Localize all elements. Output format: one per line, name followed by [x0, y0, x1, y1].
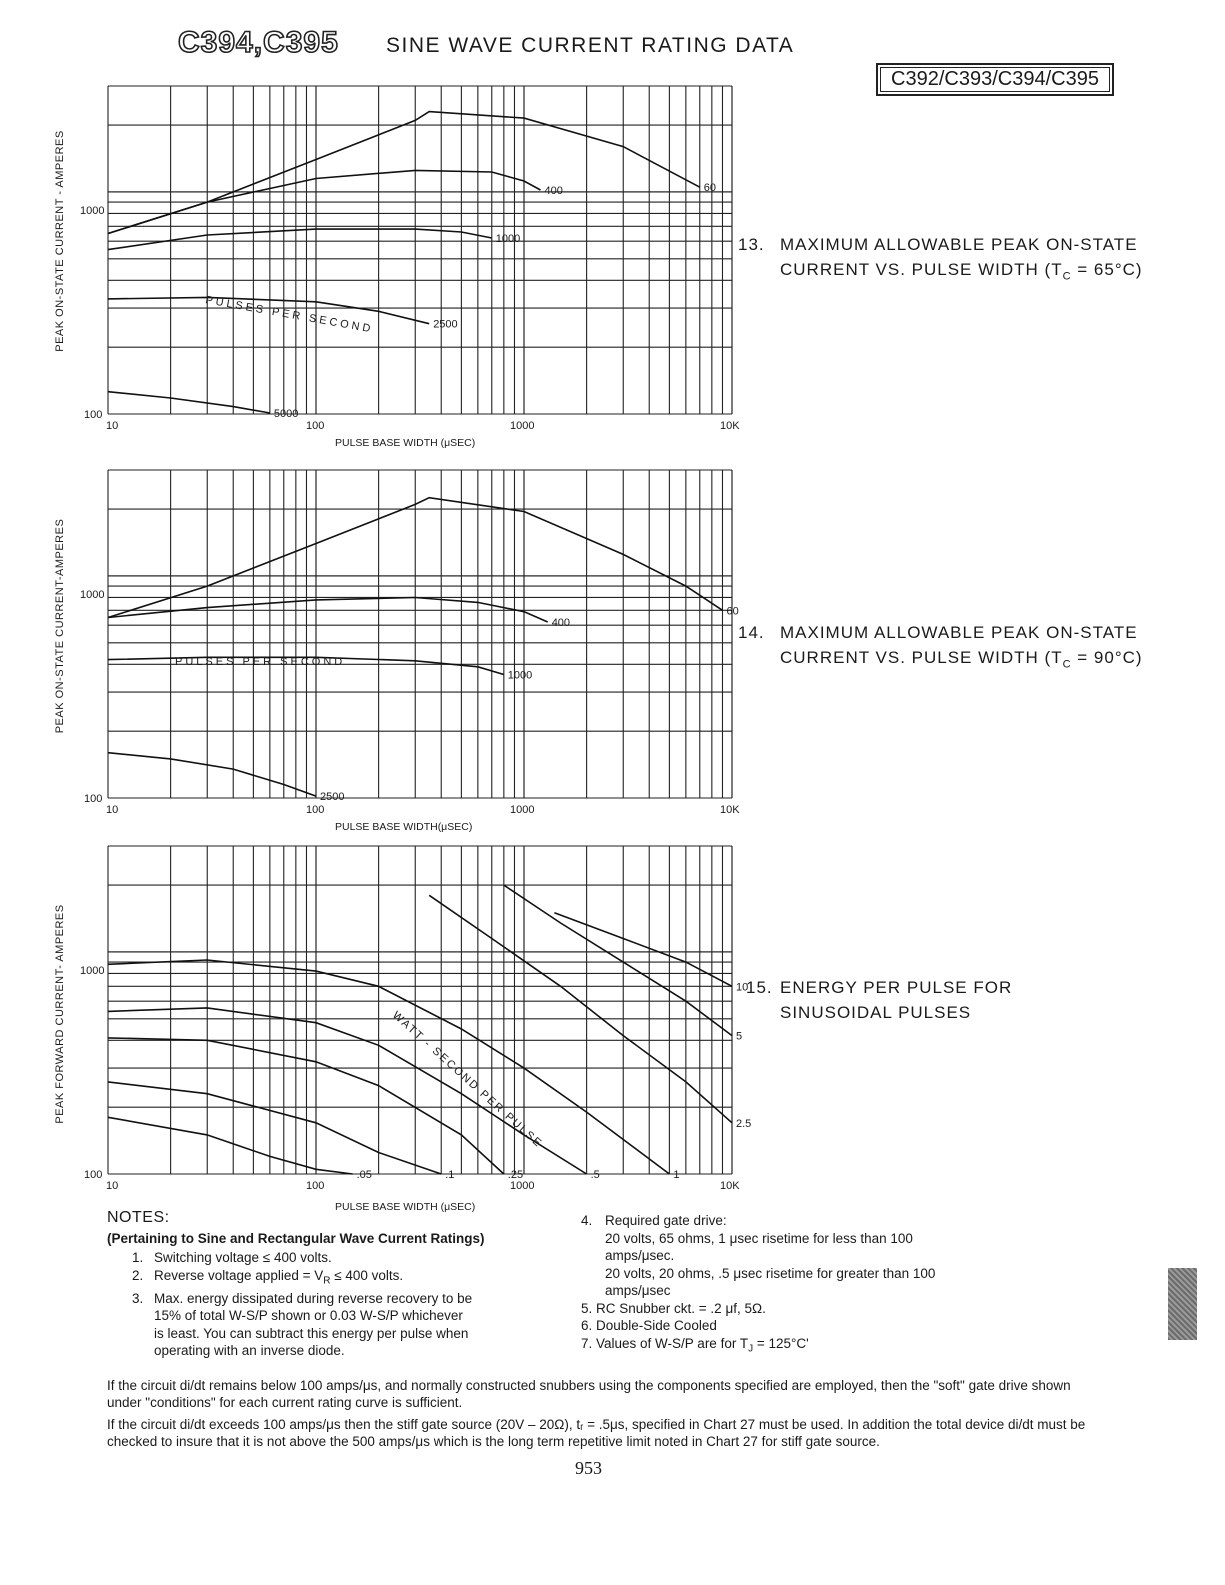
notes-heading: NOTES:: [107, 1209, 170, 1226]
note-3-text: Max. energy dissipated during reverse recovery to be: [154, 1290, 473, 1306]
page-title: SINE WAVE CURRENT RATING DATA: [386, 34, 795, 57]
chart-14-caption: [738, 620, 1143, 677]
chart-14-caption-line-1: MAXIMUM ALLOWABLE PEAK ON-STATE: [780, 623, 1138, 642]
chart-15-series-1: [108, 960, 669, 1174]
chart-14-series-400: [108, 598, 548, 623]
chart-15-series-5: [504, 885, 732, 1036]
chart-15-series-label-10: 10: [736, 981, 749, 994]
note-4-line-2: 20 volts, 65 ohms, 1 μsec risetime for less than 100: [605, 1230, 913, 1246]
paragraph-soft-gate-drive: If the circuit di/dt remains below 100 amps/μs, and normally constructed snubbers using the components specified are employed, then the "soft" gate drive shown under "conditions" for each current rating curve is sufficient.: [107, 1378, 1071, 1410]
chart-14-x-axis-label: PULSE BASE WIDTH(μSEC): [335, 821, 473, 833]
chart-13-caption-number: 13.: [738, 235, 765, 254]
chart-14-caption-tail: = 90°C): [1071, 648, 1143, 667]
chart-15-caption-line-2: SINUSOIDAL PULSES: [780, 1003, 972, 1022]
chart-14-y-tick-1000: 1000: [80, 589, 105, 601]
note-7-sub: J: [748, 1343, 754, 1355]
chart-15-caption-line-1: ENERGY PER PULSE FOR: [780, 978, 1013, 997]
chart-14-caption-line-2: CURRENT VS. PULSE WIDTH (T: [780, 648, 1063, 667]
chart-13-x-tick-10: 10: [106, 420, 119, 432]
note-5: 5. RC Snubber ckt. = .2 μf, 5Ω.: [581, 1300, 766, 1316]
note-3-line-3: is least. You can subtract this energy per pulse when: [154, 1325, 469, 1341]
chart-15-series-label-5: 5: [736, 1030, 743, 1043]
chart-13-grid: [108, 86, 732, 414]
note-7-tail: = 125°C': [753, 1335, 809, 1351]
chart-15-series-label-.1: .1: [445, 1169, 455, 1181]
chart-14-y-axis-label: PEAK ON-STATE CURRENT-AMPERES: [54, 518, 66, 734]
chart-14: [70, 462, 760, 842]
note-4-line-1: Required gate drive:: [605, 1213, 727, 1228]
chart-13-x-tick-100: 100: [306, 420, 325, 432]
chart-13-caption-tail: = 65°C): [1071, 260, 1143, 279]
note-2-sub: R: [323, 1275, 331, 1287]
chart-13: [70, 78, 760, 458]
part-numbers-heading: C394,C395: [178, 26, 339, 59]
chart-15-x-tick-100: 100: [306, 1180, 325, 1192]
chart-15: [70, 838, 760, 1218]
chart-14-series-2500: [108, 753, 316, 796]
chart-14-y-tick-100: 100: [84, 793, 103, 805]
chart-13-y-tick-1000: 1000: [80, 205, 105, 217]
paragraph-stiff-gate-source: If the circuit di/dt exceeds 100 amps/μs then the stiff gate source (20V – 20Ω), tᵣ = .5μs, specified in Chart 27 must be used. In addition the total device di/dt must be checked to insure that it is not above the 500 amps/μs which is the long term repetitive limit noted in Chart 27 for stiff gate source.: [107, 1417, 1086, 1449]
chart-13-series-label-400: 400: [544, 185, 563, 197]
chart-14-labels: [320, 605, 739, 803]
chart-15-y-axis-label: PEAK FORWARD CURRENT- AMPERES: [54, 904, 66, 1124]
note-1-number: 1.: [132, 1250, 144, 1265]
note-7: 7. Values of W-S/P are for T: [581, 1335, 749, 1351]
chart-13-y-axis-label: PEAK ON-STATE CURRENT - AMPERES: [54, 130, 66, 352]
chart-14-annotation: PULSES PER SECOND: [175, 656, 346, 668]
chart-14-series-label-1000: 1000: [507, 669, 533, 682]
chart-13-x-tick-10k: 10K: [720, 420, 740, 432]
chart-15-x-tick-10k: 10K: [720, 1180, 740, 1192]
chart-15-y-tick-100: 100: [84, 1169, 103, 1181]
chart-14-caption-sub: C: [1062, 658, 1072, 671]
chart-13-series-1000: [108, 229, 492, 250]
chart-15-caption: [746, 975, 1012, 1025]
note-4-line-4: 20 volts, 20 ohms, .5 μsec risetime for greater than 100: [605, 1265, 936, 1281]
chart-13-series-label-60: 60: [703, 182, 717, 195]
chart-13-curves: [108, 112, 700, 413]
note-2-number: 2.: [132, 1267, 144, 1283]
note-2-tail: ≤ 400 volts.: [330, 1267, 404, 1283]
chart-15-y-tick-1000: 1000: [80, 965, 105, 977]
chart-13-series-label-5000: 5000: [273, 408, 299, 420]
chart-13-series-60: [108, 112, 700, 234]
chart-13-annotation: PULSES PER SECOND: [204, 294, 375, 336]
chart-14-series-label-400: 400: [551, 617, 571, 629]
chart-13-caption-line-2: CURRENT VS. PULSE WIDTH (T: [780, 260, 1063, 279]
chart-13-caption-sub: C: [1062, 270, 1072, 283]
chart-14-x-tick-10: 10: [106, 804, 119, 816]
part-number-box: C392/C393/C394/C395: [876, 63, 1114, 96]
chart-14-x-tick-100: 100: [306, 804, 325, 816]
chart-13-y-tick-100: 100: [84, 409, 103, 421]
chart-15-series-label-2.5: 2.5: [736, 1117, 752, 1130]
chart-14-series-label-2500: 2500: [320, 791, 345, 804]
chart-15-annotation: WATT - SECOND PER PULSE: [389, 1009, 545, 1151]
chart-14-grid: [108, 470, 732, 798]
chart-14-x-tick-10k: 10K: [720, 804, 740, 816]
chart-15-x-tick-10: 10: [106, 1180, 119, 1192]
note-3-line-2: 15% of total W-S/P shown or 0.03 W-S/P whichever: [154, 1308, 463, 1324]
chart-13-x-tick-1000: 1000: [510, 420, 535, 432]
chart-15-caption-number: 15.: [746, 978, 773, 997]
note-4-number: 4.: [581, 1213, 593, 1228]
chart-13-series-label-1000: 1000: [495, 233, 521, 245]
chart-15-labels: [357, 981, 752, 1181]
note-4-line-3: amps/μsec.: [605, 1248, 675, 1263]
chart-14-caption-number: 14.: [738, 623, 765, 642]
note-4-line-5: amps/μsec: [605, 1283, 671, 1298]
section-thumb-tab: [1168, 1268, 1197, 1340]
chart-15-grid: [108, 846, 732, 1174]
chart-13-series-label-2500: 2500: [433, 318, 458, 331]
chart-13-series-5000: [108, 392, 270, 413]
chart-15-series-label-.5: .5: [590, 1169, 600, 1181]
note-1-text: Switching voltage ≤ 400 volts.: [154, 1250, 332, 1265]
note-3-line-4: operating with an inverse diode.: [154, 1343, 345, 1359]
chart-15-series-label-1: 1: [673, 1169, 680, 1181]
note-6: 6. Double-Side Cooled: [581, 1318, 717, 1333]
chart-15-series-label-.25: .25: [507, 1169, 524, 1181]
chart-13-caption: [738, 232, 1143, 289]
chart-13-x-axis-label: PULSE BASE WIDTH (μSEC): [335, 437, 476, 449]
chart-15-series-.1: [108, 1082, 441, 1174]
chart-15-x-axis-label: PULSE BASE WIDTH (μSEC): [335, 1201, 476, 1213]
notes-subheading: (Pertaining to Sine and Rectangular Wave Current Ratings): [107, 1231, 485, 1246]
note-3-number: 3.: [132, 1290, 144, 1306]
chart-14-series-label-60: 60: [726, 605, 739, 618]
chart-13-caption-line-1: MAXIMUM ALLOWABLE PEAK ON-STATE: [780, 235, 1138, 254]
chart-14-x-tick-1000: 1000: [510, 804, 535, 816]
note-2-text: Reverse voltage applied = V: [154, 1267, 324, 1283]
chart-15-series-label-.05: .05: [356, 1169, 372, 1181]
page-number: 953: [575, 1458, 602, 1478]
chart-15-x-tick-1000: 1000: [510, 1180, 535, 1192]
notes-right-list: [581, 1212, 1041, 1358]
notes-left-list: [132, 1249, 552, 1360]
